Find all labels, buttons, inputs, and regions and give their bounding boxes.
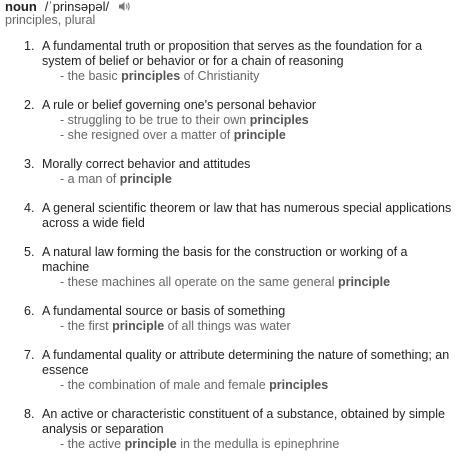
speaker-icon-graphic bbox=[119, 1, 131, 12]
definition-item bbox=[0, 348, 467, 393]
example-text: of all things was water bbox=[164, 319, 291, 333]
example-text: - the first bbox=[60, 319, 113, 333]
usage-example bbox=[42, 378, 457, 393]
definition-spacer bbox=[0, 231, 467, 245]
definition-item bbox=[0, 157, 467, 187]
entry-header bbox=[5, 0, 131, 13]
definitions-list bbox=[0, 39, 467, 452]
example-keyword: principles bbox=[249, 113, 309, 127]
definition-number: 5. bbox=[24, 245, 35, 259]
definition-spacer bbox=[0, 143, 467, 157]
example-text: - the basic bbox=[60, 69, 122, 83]
definition-text: A general scientific theorem or law that has numerous special applications across a wide field bbox=[42, 201, 452, 230]
example-keyword: principle bbox=[124, 437, 177, 451]
definition-text: A fundamental source or basis of something bbox=[42, 304, 286, 318]
usage-example bbox=[42, 172, 457, 187]
definition-number: 7. bbox=[24, 348, 35, 362]
part-of-speech: noun bbox=[5, 0, 37, 14]
definition-spacer bbox=[0, 84, 467, 98]
definition-text: A fundamental truth or proposition that serves as the foundation for a system of belief or behavior or for a chain of reasoning bbox=[42, 39, 423, 68]
usage-example bbox=[42, 113, 457, 128]
definition-number: 1. bbox=[24, 39, 35, 53]
example-keyword: principle bbox=[112, 319, 165, 333]
definition-spacer bbox=[0, 187, 467, 201]
usage-example bbox=[42, 437, 457, 452]
definition-text: An active or characteristic constituent of a substance, obtained by simple analysis or separation bbox=[42, 407, 445, 436]
definition-item bbox=[0, 245, 467, 290]
usage-example bbox=[42, 69, 457, 84]
example-keyword: principles bbox=[269, 378, 329, 392]
example-text: - struggling to be true to their own bbox=[60, 113, 250, 127]
definition-text: A fundamental quality or attribute determining the nature of something; an essence bbox=[42, 348, 450, 377]
definition-number: 6. bbox=[24, 304, 35, 318]
definition-number: 3. bbox=[24, 157, 35, 171]
definition-item bbox=[0, 304, 467, 334]
example-text: - the active bbox=[60, 437, 125, 451]
example-text: in the medulla is epinephrine bbox=[176, 437, 340, 451]
usage-example bbox=[42, 319, 457, 334]
example-keyword: principle bbox=[337, 275, 391, 289]
example-text: - the combination of male and female bbox=[60, 378, 270, 392]
definition-number: 4. bbox=[24, 201, 35, 215]
definition-item bbox=[0, 201, 467, 231]
definition-spacer bbox=[0, 290, 467, 304]
definition-item bbox=[0, 98, 467, 143]
example-keyword: principles bbox=[121, 69, 181, 83]
example-text: of Christianity bbox=[180, 69, 260, 83]
speaker-icon[interactable] bbox=[119, 1, 131, 12]
definition-item bbox=[0, 407, 467, 452]
definition-number: 2. bbox=[24, 98, 35, 112]
plural-note: principles, plural bbox=[5, 13, 96, 27]
definition-item bbox=[0, 39, 467, 84]
pronunciation: /ˈprinsəpəl/ bbox=[44, 0, 110, 14]
example-keyword: principle bbox=[233, 128, 286, 142]
example-text: - a man of bbox=[60, 172, 120, 186]
definition-number: 8. bbox=[24, 407, 35, 421]
usage-example bbox=[42, 128, 457, 143]
definition-spacer bbox=[0, 334, 467, 348]
definition-text: A natural law forming the basis for the construction or working of a machine bbox=[42, 245, 408, 274]
example-text: - she resigned over a matter of bbox=[60, 128, 234, 142]
definition-text: A rule or belief governing one's personal behavior bbox=[42, 98, 317, 112]
definition-text: Morally correct behavior and attitudes bbox=[42, 157, 251, 171]
example-text: - these machines all operate on the same general bbox=[60, 275, 338, 289]
usage-example bbox=[42, 275, 457, 290]
example-keyword: principle bbox=[119, 172, 172, 186]
definition-spacer bbox=[0, 393, 467, 407]
